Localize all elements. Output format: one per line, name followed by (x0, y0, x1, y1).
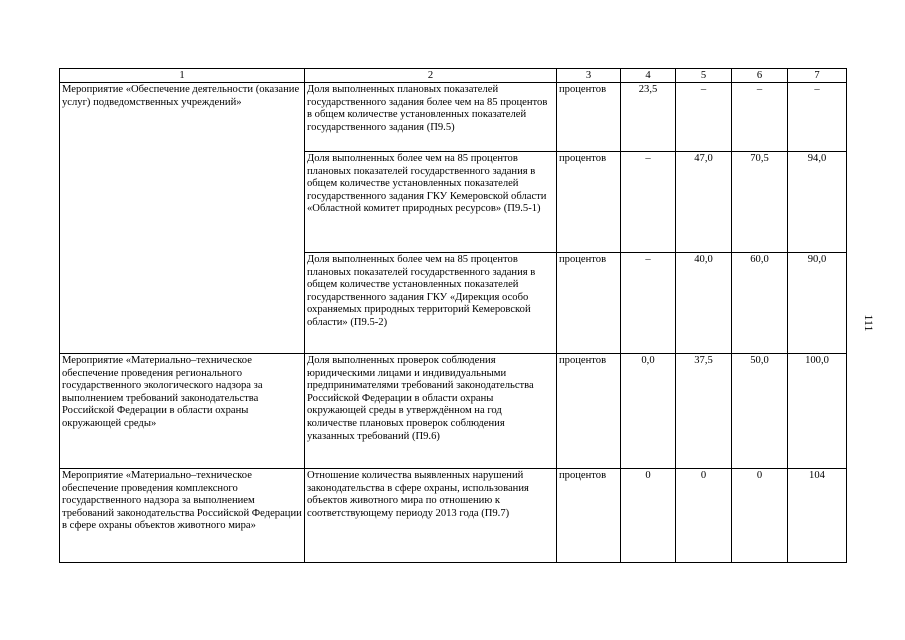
event-cell: Мероприятие «Материально–техническое обеспечение проведения регионального государственного экологического надзора за выполнением требований законодательства Российской Федерации в области охраны окружающей среды» (60, 354, 305, 469)
value-cell: 37,5 (676, 354, 732, 469)
value-cell: – (732, 83, 788, 152)
indicator-name-cell: Отношение количества выявленных нарушений законодательства в сфере охраны, использования объектов животного мира по отношению к соответствующему периоду 2013 года (П9.7) (305, 469, 557, 563)
indicators-table (59, 68, 847, 563)
unit-cell: процентов (557, 152, 621, 253)
indicator-name-cell: Доля выполненных более чем на 85 процентов плановых показателей государственного задания в общем количестве установленных показателей государственного задания ГКУ Кемеровской области «Областной комитет природных ресурсов» (П9.5-1) (305, 152, 557, 253)
table-row (60, 354, 847, 469)
table-row (60, 83, 847, 152)
value-cell: 0 (676, 469, 732, 563)
value-cell: 40,0 (676, 253, 732, 354)
event-cell: Мероприятие «Обеспечение деятельности (оказание услуг) подведомственных учреждений» (60, 83, 305, 354)
table-row (60, 469, 847, 563)
value-cell: 47,0 (676, 152, 732, 253)
value-cell: 70,5 (732, 152, 788, 253)
value-cell: 94,0 (788, 152, 847, 253)
page-number: 111 (862, 314, 876, 332)
event-cell: Мероприятие «Материально–техническое обеспечение проведения комплексного государственного надзора за выполнением требований законодательства Российской Федерации в сфере охраны объектов животного мира» (60, 469, 305, 563)
value-cell: 0 (621, 469, 676, 563)
indicator-name-cell: Доля выполненных более чем на 85 процентов плановых показателей государственного задания в общем количестве установленных показателей государственного задания ГКУ «Дирекция особо охраняемых природных территорий Кемеровской области» (П9.5-2) (305, 253, 557, 354)
value-cell: – (676, 83, 732, 152)
value-cell: 23,5 (621, 83, 676, 152)
value-cell: 0 (732, 469, 788, 563)
header-cell: 6 (732, 69, 788, 83)
unit-cell: процентов (557, 354, 621, 469)
unit-cell: процентов (557, 469, 621, 563)
header-cell: 2 (305, 69, 557, 83)
indicator-name-cell: Доля выполненных плановых показателей государственного задания более чем на 85 процентов в общем количестве установленных показателей государственного задания (П9.5) (305, 83, 557, 152)
value-cell: 100,0 (788, 354, 847, 469)
header-cell: 7 (788, 69, 847, 83)
value-cell: – (788, 83, 847, 152)
header-cell: 1 (60, 69, 305, 83)
value-cell: 50,0 (732, 354, 788, 469)
value-cell: 60,0 (732, 253, 788, 354)
value-cell: 104 (788, 469, 847, 563)
header-row (60, 69, 847, 83)
header-cell: 3 (557, 69, 621, 83)
header-cell: 5 (676, 69, 732, 83)
indicator-name-cell: Доля выполненных проверок соблюдения юридическими лицами и индивидуальными предпринимателями требований законодательства Российской Федерации в области охраны окружающей среды в утверждённом на год количестве плановых проверок соблюдения указанных требований (П9.6) (305, 354, 557, 469)
value-cell: – (621, 152, 676, 253)
unit-cell: процентов (557, 253, 621, 354)
value-cell: 0,0 (621, 354, 676, 469)
value-cell: – (621, 253, 676, 354)
header-cell: 4 (621, 69, 676, 83)
unit-cell: процентов (557, 83, 621, 152)
value-cell: 90,0 (788, 253, 847, 354)
